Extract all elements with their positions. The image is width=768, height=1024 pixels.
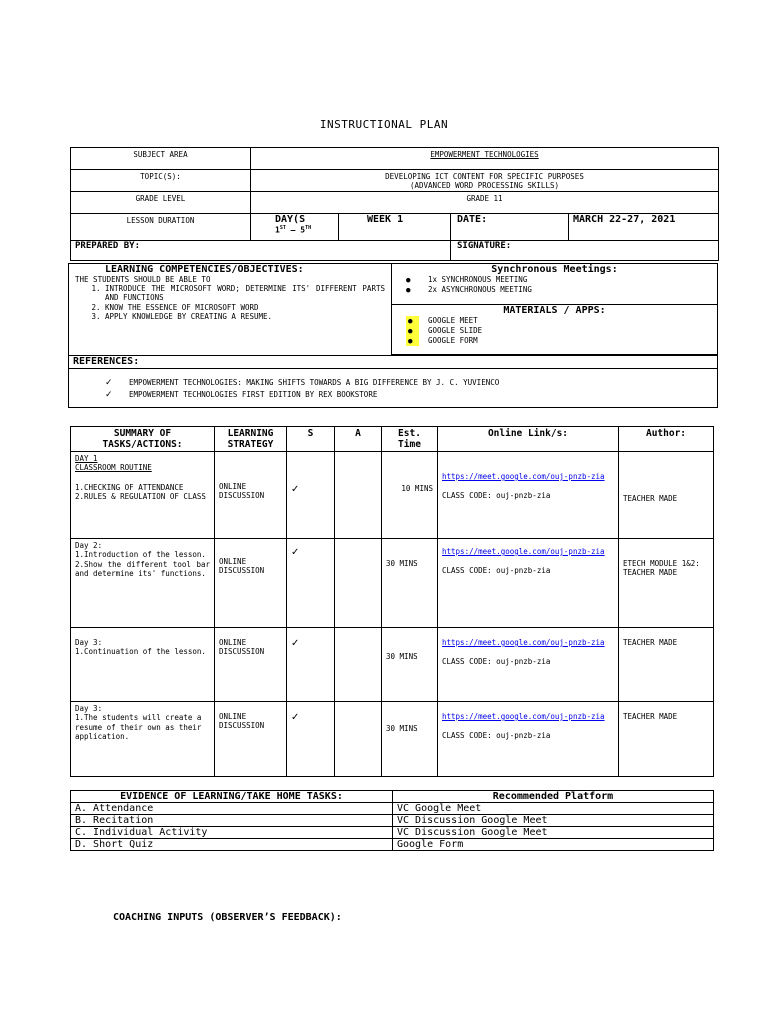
link-cell <box>438 628 619 702</box>
reference-label: EMPOWERMENT TECHNOLOGIES FIRST EDITION BY REX BOOKSTORE <box>129 390 378 400</box>
class-code: CLASS CODE: ouj-pnzb-zia <box>442 731 551 741</box>
meet-link[interactable]: https://meet.google.com/ouj-pnzb-zia <box>442 547 605 556</box>
bullet-icon: ● <box>406 316 419 326</box>
evidence-platform: Google Form <box>393 839 714 851</box>
competencies-cell <box>69 264 392 356</box>
meet-link[interactable]: https://meet.google.com/ouj-pnzb-zia <box>442 472 605 481</box>
summary-cell <box>71 452 215 539</box>
evidence-task: A. Attendance <box>71 803 393 815</box>
a-cell <box>335 452 382 539</box>
day-label: DAY 1 <box>75 454 98 463</box>
prepared-by-label: PREPARED BY: <box>71 241 451 261</box>
task-desc: 1.CHECKING OF ATTENDANCE <box>75 482 184 492</box>
time-cell: 30 MINS <box>382 539 438 628</box>
strategy-cell: ONLINE DISCUSSION <box>215 452 287 539</box>
table-row <box>71 452 714 539</box>
s-cell <box>287 628 335 702</box>
table-row <box>71 827 714 839</box>
s-cell <box>287 702 335 777</box>
class-code: CLASS CODE: ouj-pnzb-zia <box>442 491 551 501</box>
time-cell: 30 MINS <box>382 628 438 702</box>
time-cell: 30 MINS <box>382 702 438 777</box>
references-cell <box>69 369 718 408</box>
material-item <box>408 336 713 346</box>
bullet-icon: ● <box>406 336 419 346</box>
strategy-cell: ONLINE DISCUSSION <box>215 628 287 702</box>
materials-heading: MATERIALS / APPS: <box>503 305 606 316</box>
col-time: Est. Time <box>382 427 438 452</box>
s-cell <box>287 539 335 628</box>
author-cell: TEACHER MADE <box>619 628 714 702</box>
subject-label: SUBJECT AREA <box>71 148 251 170</box>
check-icon: ✓ <box>291 712 300 723</box>
evidence-table <box>70 790 714 851</box>
references-list <box>73 377 713 401</box>
col-link: Online Link/s: <box>438 427 619 452</box>
col-s: S <box>287 427 335 452</box>
subject-value: EMPOWERMENT TECHNOLOGIES <box>251 148 719 170</box>
day-subtitle: CLASSROOM ROUTINE <box>75 463 152 473</box>
material-label: GOOGLE SLIDE <box>428 326 483 336</box>
date-label: DATE: <box>451 214 569 241</box>
table-row <box>71 815 714 827</box>
competencies-table <box>68 263 718 408</box>
material-item <box>408 316 713 326</box>
coaching-inputs-label: COACHING INPUTS (OBSERVER’S FEEDBACK): <box>113 912 342 923</box>
topic-value <box>251 170 719 192</box>
evidence-platform: VC Discussion Google Meet <box>393 827 714 839</box>
material-item <box>408 326 713 336</box>
days-range-end: – 5 <box>285 225 306 235</box>
evidence-platform: VC Google Meet <box>393 803 714 815</box>
table-row <box>71 839 714 851</box>
col-a: A <box>335 427 382 452</box>
evidence-platform: VC Discussion Google Meet <box>393 815 714 827</box>
platform-heading: Recommended Platform <box>393 791 714 803</box>
bullet-icon: ● <box>406 326 419 336</box>
check-icon: ✓ <box>105 378 113 388</box>
competency-item: 3. APPLY KNOWLEDGE BY CREATING A RESUME. <box>105 312 385 321</box>
check-icon: ✓ <box>291 484 300 495</box>
topic-label: TOPIC(S): <box>71 170 251 192</box>
day-label: Day 2: <box>75 541 103 550</box>
grade-value: GRADE 11 <box>251 192 719 214</box>
sync-heading: Synchronous Meetings: <box>491 264 618 275</box>
task-desc: 2.RULES & REGULATION OF CLASS <box>75 492 206 502</box>
a-cell <box>335 628 382 702</box>
task-desc: 1.Continuation of the lesson. <box>75 647 206 657</box>
competency-item: 1. INTRODUCE THE MICROSOFT WORD; DETERMINE ITS' DIFFERENT PARTS AND FUNCTIONS <box>105 284 385 303</box>
check-icon: ✓ <box>291 547 300 558</box>
bullet-icon: ● <box>406 275 411 284</box>
link-cell <box>438 702 619 777</box>
summary-cell <box>71 628 215 702</box>
summary-cell <box>71 539 215 628</box>
check-icon: ✓ <box>291 638 300 649</box>
days-cell <box>251 214 339 241</box>
days-range <box>275 225 334 235</box>
table-row <box>71 539 714 628</box>
author-cell: ETECH MODULE 1&2: TEACHER MADE <box>619 539 714 628</box>
days-range-start: 1 <box>275 225 280 235</box>
sync-item <box>406 275 713 285</box>
material-label: GOOGLE FORM <box>428 336 478 346</box>
link-cell <box>438 539 619 628</box>
check-icon: ✓ <box>105 390 113 401</box>
class-code: CLASS CODE: ouj-pnzb-zia <box>442 657 551 667</box>
day-label: Day 3: <box>75 704 103 713</box>
reference-item <box>105 389 713 401</box>
sync-list <box>396 275 713 295</box>
material-label: GOOGLE MEET <box>428 316 478 325</box>
a-cell <box>335 702 382 777</box>
col-summary: SUMMARY OF TASKS/ACTIONS: <box>71 427 215 452</box>
competencies-heading: LEARNING COMPETENCIES/OBJECTIVES: <box>105 264 304 275</box>
a-cell <box>335 539 382 628</box>
meet-link[interactable]: https://meet.google.com/ouj-pnzb-zia <box>442 712 605 721</box>
s-cell <box>287 452 335 539</box>
page-title: INSTRUCTIONAL PLAN <box>319 118 449 131</box>
days-main: DAY(S <box>275 214 306 225</box>
reference-item <box>105 377 713 389</box>
task-desc: 1.The students will create a resume of their own as their application. <box>75 713 202 742</box>
evidence-task: B. Recitation <box>71 815 393 827</box>
reference-label: EMPOWERMENT TECHNOLOGIES: MAKING SHIFTS TOWARDS A BIG DIFFERENCE BY J. C. YUVIENCO <box>129 378 500 387</box>
author-cell: TEACHER MADE <box>619 702 714 777</box>
grade-label: GRADE LEVEL <box>71 192 251 214</box>
strategy-cell: ONLINE DISCUSSION <box>215 539 287 628</box>
author-cell: TEACHER MADE <box>619 452 714 539</box>
table-row <box>71 702 714 777</box>
topic-line-1: DEVELOPING ICT CONTENT FOR SPECIFIC PURPOSES <box>385 172 584 181</box>
class-code: CLASS CODE: ouj-pnzb-zia <box>442 566 551 576</box>
time-cell: 10 MINS <box>382 452 438 539</box>
week-value: WEEK 1 <box>339 214 451 241</box>
evidence-heading: EVIDENCE OF LEARNING/TAKE HOME TASKS: <box>71 791 393 803</box>
references-heading: REFERENCES: <box>69 356 718 369</box>
date-value: MARCH 22-27, 2021 <box>569 214 719 241</box>
competencies-intro: THE STUDENTS SHOULD BE ABLE TO <box>75 275 211 284</box>
evidence-task: C. Individual Activity <box>71 827 393 839</box>
col-author: Author: <box>619 427 714 452</box>
link-cell <box>438 452 619 539</box>
competency-item: 2. KNOW THE ESSENCE OF MICROSOFT WORD <box>105 303 385 312</box>
days-range-start-sup: ST <box>279 225 286 231</box>
duration-label: LESSON DURATION <box>71 214 251 241</box>
plan-header-table <box>70 147 719 261</box>
task-desc: 1.Introduction of the lesson. <box>75 550 206 560</box>
task-desc: 2.Show the different tool bar and determine its' functions. <box>75 559 210 579</box>
sync-item <box>406 285 713 295</box>
materials-list <box>396 316 713 346</box>
signature-label: SIGNATURE: <box>451 241 719 261</box>
table-row <box>71 803 714 815</box>
summary-cell <box>71 702 215 777</box>
col-strategy: LEARNING STRATEGY <box>215 427 287 452</box>
table-row <box>71 628 714 702</box>
days-range-end-sup: TH <box>305 225 312 231</box>
tasks-table <box>70 426 714 777</box>
day-label: Day 3: <box>75 638 103 647</box>
sync-item-label: 1x SYNCHRONOUS MEETING <box>428 275 528 284</box>
sync-item-label: 2x ASYNCHRONOUS MEETING <box>428 285 532 295</box>
evidence-task: D. Short Quiz <box>71 839 393 851</box>
materials-cell <box>392 305 718 355</box>
strategy-cell: ONLINE DISCUSSION <box>215 702 287 777</box>
competencies-list <box>75 284 385 322</box>
topic-line-2: (ADVANCED WORD PROCESSING SKILLS) <box>409 181 559 190</box>
sync-meetings-cell <box>392 264 718 305</box>
meet-link[interactable]: https://meet.google.com/ouj-pnzb-zia <box>442 638 605 647</box>
bullet-icon: ● <box>406 285 411 295</box>
